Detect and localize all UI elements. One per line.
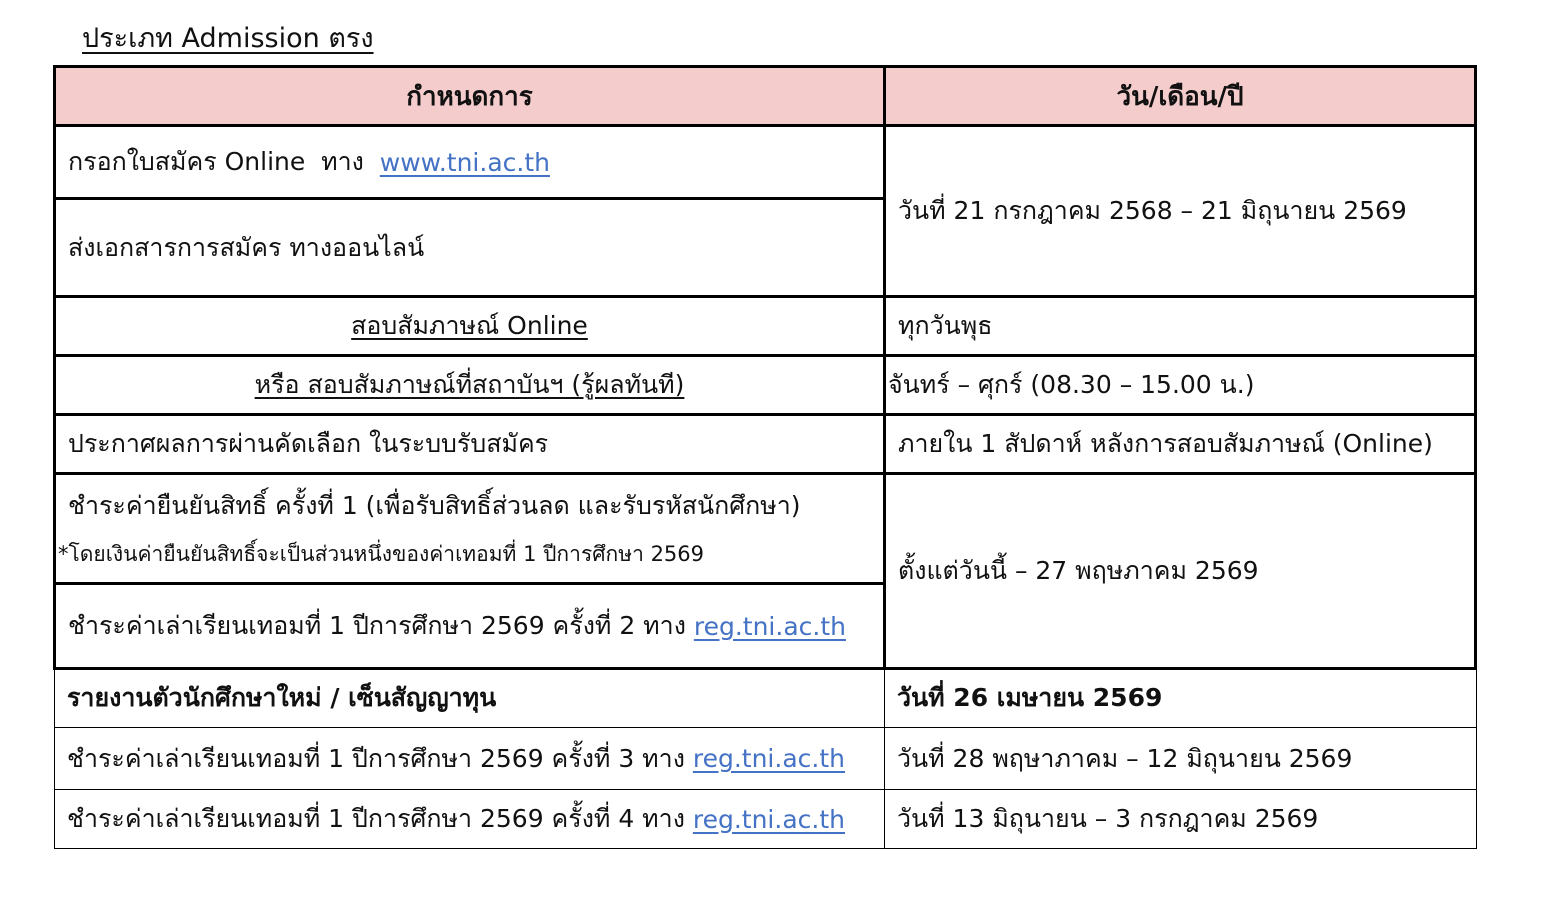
- date-tuition-payment-4: [884, 789, 1477, 849]
- header-col-schedule: กำหนดการ: [53, 65, 886, 127]
- row-tuition-payment-4: [54, 789, 885, 849]
- tni-website-link[interactable]: www.tni.ac.th: [379, 147, 550, 177]
- row-confirm-payment: [53, 472, 886, 585]
- date-announce-result: [883, 413, 1477, 475]
- date-payment-period-text: ตั้งแต่วันนี้ – 27 พฤษภาคม 2569: [898, 556, 1259, 585]
- row-interview-online-text: สอบสัมภาษณ์ Online: [351, 311, 588, 340]
- date-tuition-payment-4-text: วันที่ 13 มิถุนายน – 3 กรกฎาคม 2569: [897, 804, 1319, 833]
- row-interview-online: [53, 295, 886, 357]
- row-tuition-payment-2-text: ชำระค่าเล่าเรียนเทอมที่ 1 ปีการศึกษา 2569 ครั้งที่ 2 ทาง: [68, 611, 694, 640]
- row-tuition-payment-2: [53, 582, 886, 670]
- row-announce-result: [53, 413, 886, 475]
- row-confirm-payment-note: *โดยเงินค่ายืนยันสิทธิ์จะเป็นส่วนหนึ่งของค่าเทอมที่ 1 ปีการศึกษา 2569: [58, 542, 705, 566]
- row-tuition-payment-4-text: ชำระค่าเล่าเรียนเทอมที่ 1 ปีการศึกษา 2569 ครั้งที่ 4 ทาง: [67, 804, 693, 833]
- row-announce-result-text: ประกาศผลการผ่านคัดเลือก ในระบบรับสมัคร: [68, 429, 549, 458]
- page-title: ประเภท Admission ตรง: [82, 23, 374, 54]
- reg-link-3[interactable]: reg.tni.ac.th: [692, 744, 845, 773]
- date-interview-online: [883, 295, 1477, 357]
- date-interview-onsite-text: จันทร์ – ศุกร์ (08.30 – 15.00 น.): [888, 370, 1255, 399]
- reg-link-2[interactable]: reg.tni.ac.th: [693, 611, 846, 641]
- row-report-new-student-text: รายงานตัวนักศึกษาใหม่ / เซ็นสัญญาทุน: [67, 683, 497, 712]
- date-tuition-payment-3: [884, 727, 1477, 790]
- row-tuition-payment-3: [54, 727, 885, 790]
- date-application-period-text: วันที่ 21 กรกฎาคม 2568 – 21 มิถุนายน 2569: [898, 196, 1407, 225]
- schedule-table: [53, 65, 1477, 849]
- date-interview-onsite: [883, 354, 1477, 416]
- row-send-documents-text: ส่งเอกสารการสมัคร ทางออนไลน์: [68, 232, 425, 262]
- date-report-new-student-text: วันที่ 26 เมษายน 2569: [897, 683, 1163, 712]
- date-announce-result-text: ภายใน 1 สัปดาห์ หลังการสอบสัมภาษณ์ (Online): [898, 429, 1433, 458]
- date-tuition-payment-3-text: วันที่ 28 พฤษาภาคม – 12 มิถุนายน 2569: [897, 743, 1353, 773]
- date-interview-online-text: ทุกวันพุธ: [898, 311, 993, 340]
- reg-link-4[interactable]: reg.tni.ac.th: [692, 804, 845, 834]
- row-interview-onsite-text: หรือ สอบสัมภาษณ์ที่สถาบันฯ (รู้ผลทันที): [254, 370, 685, 399]
- header-col-date: วัน/เดือน/ปี: [883, 65, 1477, 127]
- row-apply-online: [53, 124, 886, 200]
- row-tuition-payment-3-text: ชำระค่าเล่าเรียนเทอมที่ 1 ปีการศึกษา 2569 ครั้งที่ 3 ทาง: [67, 743, 693, 773]
- row-report-new-student: [54, 668, 885, 728]
- row-confirm-payment-text: ชำระค่ายืนยันสิทธิ์ ครั้งที่ 1 (เพื่อรับสิทธิ์ส่วนลด และรับรหัสนักศึกษา): [68, 491, 801, 520]
- date-report-new-student: [884, 668, 1477, 728]
- row-interview-onsite: [53, 354, 886, 416]
- date-application-period: [883, 124, 1477, 298]
- row-apply-online-text: กรอกใบสมัคร Online ทาง: [68, 147, 380, 176]
- date-payment-period: [883, 472, 1477, 670]
- row-send-documents: [53, 197, 886, 298]
